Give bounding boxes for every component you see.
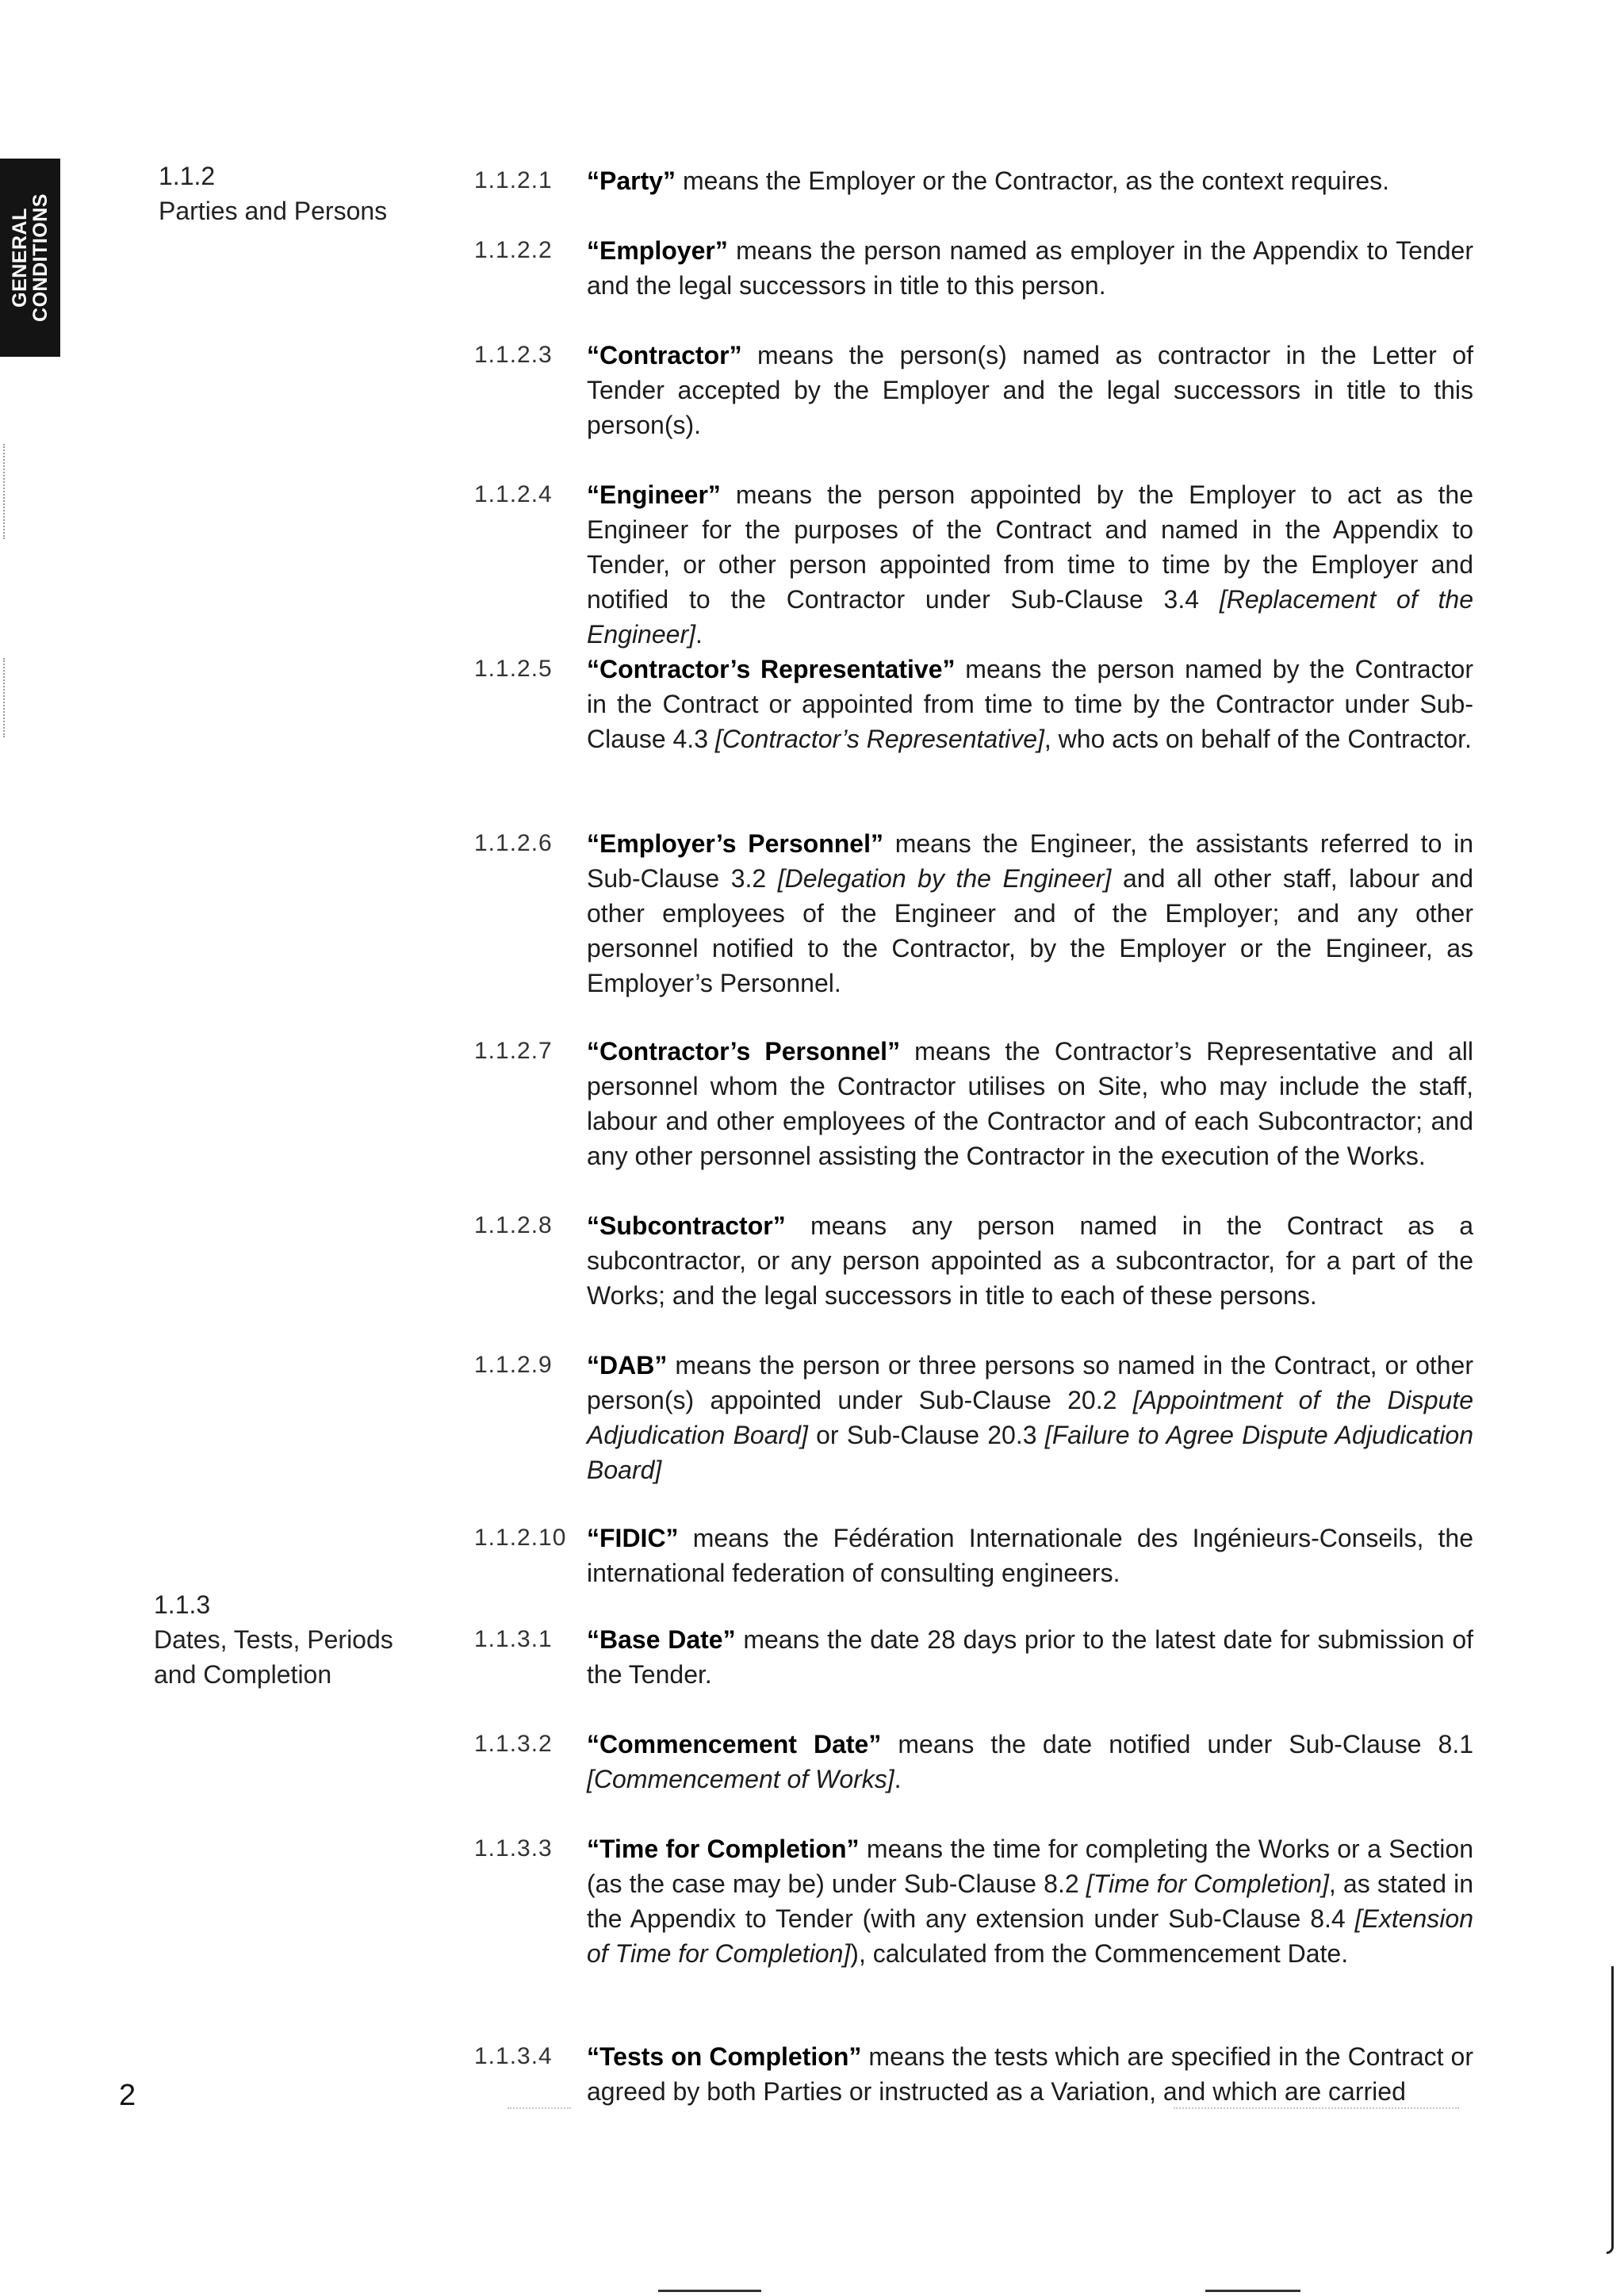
- clause-body-tail: .: [894, 1765, 902, 1793]
- clause-1-1-3-2: [474, 1727, 1473, 1797]
- clause-body-tail: .: [695, 620, 703, 649]
- clause-body: means the person appointed by the Employer to act as the Engineer for the purposes of the Contract and named in the Appendix to Tender, or other person appointed from time to time by the Employer and notified to the Contractor under Sub-Clause 3.4: [587, 480, 1473, 614]
- clause-1-1-2-2: [474, 233, 1473, 303]
- clause-text: [587, 826, 1473, 1001]
- clause-text: [587, 338, 1473, 442]
- clause-1-1-2-1: [474, 163, 1473, 198]
- clause-body-tail: ), calculated from the Commencement Date.: [850, 1939, 1349, 1968]
- clause-1-1-2-7: [474, 1034, 1473, 1173]
- clause-1-1-2-4: [474, 477, 1473, 652]
- clause-text: [587, 1034, 1473, 1173]
- page-edge-line: [1607, 1966, 1614, 2254]
- clause-number: 1.1.3.3: [474, 1835, 553, 1862]
- defined-term: “Contractor’s Representative”: [587, 655, 956, 683]
- clause-1-1-2-9: [474, 1348, 1473, 1487]
- section-number: 1.1.2: [159, 162, 216, 190]
- clause-1-1-3-1: [474, 1622, 1473, 1692]
- clause-1-1-3-4: [474, 2039, 1473, 2109]
- scan-speckle: [508, 2107, 571, 2110]
- defined-term: “Party”: [587, 166, 676, 195]
- section-title-line-2: and Completion: [154, 1660, 332, 1689]
- clause-text: [587, 1521, 1473, 1590]
- clause-number: 1.1.2.7: [474, 1038, 553, 1064]
- defined-term: “Contractor’s Personnel”: [587, 1037, 901, 1066]
- cross-reference: [Time for Completion]: [1086, 1869, 1329, 1898]
- clause-body: means the Fédération Internationale des Ingénieurs-Conseils, the international federation of consulting engineers.: [587, 1524, 1473, 1587]
- defined-term: “Contractor”: [587, 341, 742, 369]
- cross-reference: [Extension of Time for Completion]: [587, 1904, 1473, 1968]
- clause-number: 1.1.2.9: [474, 1352, 553, 1378]
- clause-text: [587, 1727, 1473, 1797]
- clause-text: [587, 477, 1473, 652]
- clause-number: 1.1.3.4: [474, 2043, 553, 2069]
- clause-number: 1.1.2.8: [474, 1212, 553, 1238]
- clause-1-1-3-3: [474, 1831, 1473, 1971]
- side-tab-label: [10, 193, 51, 322]
- clause-body: means the Employer or the Contractor, as the context requires.: [676, 166, 1390, 195]
- page-number: 2: [119, 2079, 136, 2112]
- scan-speckle: [1174, 2107, 1459, 2110]
- clause-1-1-2-5: [474, 652, 1473, 756]
- cross-reference: [Appointment of the Dispute Adjudication Board]: [587, 1386, 1474, 1449]
- clause-body: means the Contractor’s Representative and all personnel whom the Contractor utilises on Site, who may include the staff, labour and other employees of the Contractor and of each Subcontractor; and any other personnel assisting the Contractor in the execution of the Works.: [587, 1037, 1474, 1170]
- side-tab-line-1: GENERAL: [9, 208, 31, 308]
- clause-body: means the person named as employer in the Appendix to Tender and the legal successors in title to this person.: [587, 236, 1473, 300]
- side-tab-line-2: CONDITIONS: [29, 193, 52, 322]
- defined-term: “Employer’s Personnel”: [587, 829, 883, 858]
- section-label-1-1-2: [159, 159, 428, 228]
- defined-term: “Time for Completion”: [587, 1835, 860, 1863]
- cross-reference: [Commencement of Works]: [587, 1765, 894, 1793]
- clause-body: means the person(s) named as contractor in the Letter of Tender accepted by the Employer and the legal successors in title to this person(s).: [587, 341, 1473, 439]
- clause-body: means the date 28 days prior to the latest date for submission of the Tender.: [587, 1625, 1474, 1689]
- clause-text: [587, 2039, 1473, 2109]
- clause-body: means any person named in the Contract as a subcontractor, or any person appointed as a subcontractor, for a part of the Works; and the legal successors in title to each of these persons.: [587, 1211, 1473, 1310]
- margin-scan-marks: [3, 658, 17, 737]
- bottom-rule: [1205, 2290, 1300, 2292]
- defined-term: “Engineer”: [587, 480, 721, 509]
- defined-term: “Tests on Completion”: [587, 2042, 862, 2071]
- clause-number: 1.1.2.3: [474, 342, 553, 368]
- clause-number: 1.1.2.5: [474, 656, 553, 682]
- clause-number: 1.1.2.6: [474, 830, 553, 856]
- clause-body: means the person named by the Contractor in the Contract or appointed from time to time by the Contractor under Sub-Clause 4.3: [587, 655, 1474, 753]
- clause-number: 1.1.2.4: [474, 481, 553, 507]
- section-number: 1.1.3: [154, 1590, 211, 1619]
- clause-body: means the tests which are specified in the Contract or agreed by both Parties or instructed as a Variation, and which are carried: [587, 2042, 1474, 2106]
- clause-body: means the time for completing the Works or a Section (as the case may be) under Sub-Clause 8.2: [587, 1835, 1474, 1898]
- clause-1-1-2-10: [474, 1521, 1473, 1590]
- clause-number: 1.1.3.1: [474, 1626, 553, 1652]
- cross-reference: [Delegation by the Engineer]: [777, 864, 1112, 893]
- clause-body-tail: , as stated in the Appendix to Tender (with any extension under Sub-Clause 8.4: [587, 1869, 1474, 1933]
- section-label-1-1-3: [154, 1587, 423, 1692]
- clause-text: [587, 1348, 1473, 1487]
- margin-scan-marks: [3, 444, 17, 539]
- clause-text: [587, 652, 1473, 756]
- defined-term: “Base Date”: [587, 1625, 736, 1654]
- defined-term: “FIDIC”: [587, 1524, 679, 1552]
- cross-reference: [Failure to Agree Dispute Adjudication Board]: [587, 1421, 1474, 1484]
- clause-number: 1.1.2.2: [474, 237, 553, 263]
- section-title-line-1: Dates, Tests, Periods: [154, 1625, 393, 1654]
- clause-text: [587, 1208, 1473, 1313]
- clause-body-tail: and all other staff, labour and other employees of the Engineer and of the Employer; and any other personnel notified to the Contractor, by the Employer or the Engineer, as Employer’s Personnel.: [587, 864, 1474, 997]
- clause-body: means the person or three persons so named in the Contract, or other person(s) appointed under Sub-Clause 20.2: [587, 1351, 1473, 1414]
- defined-term: “Subcontractor”: [587, 1211, 786, 1240]
- defined-term: “Commencement Date”: [587, 1730, 882, 1758]
- clause-text: [587, 1831, 1473, 1971]
- cross-reference: [Contractor’s Representative]: [714, 725, 1044, 753]
- clause-body-tail: , who acts on behalf of the Contractor.: [1044, 725, 1472, 753]
- cross-reference: [Replacement of the Engineer]: [587, 585, 1474, 649]
- bottom-rule: [658, 2290, 761, 2292]
- clause-body: means the Engineer, the assistants referred to in Sub-Clause 3.2: [587, 829, 1473, 893]
- clause-1-1-2-3: [474, 338, 1473, 442]
- clause-number: 1.1.2.1: [474, 167, 553, 193]
- clause-text: [587, 233, 1473, 303]
- clause-number: 1.1.3.2: [474, 1731, 553, 1757]
- clause-1-1-2-6: [474, 826, 1473, 1001]
- clause-number: 1.1.2.10: [474, 1525, 567, 1551]
- clause-body: means the date notified under Sub-Clause 8.1: [881, 1730, 1474, 1758]
- clause-text: [587, 1622, 1473, 1692]
- defined-term: “Employer”: [587, 236, 728, 265]
- defined-term: “DAB”: [587, 1351, 668, 1380]
- general-conditions-tab: [0, 159, 60, 357]
- clause-1-1-2-8: [474, 1208, 1473, 1313]
- section-title: Parties and Persons: [159, 197, 388, 225]
- clause-text: [587, 163, 1473, 198]
- clause-body-tail: or Sub-Clause 20.3: [807, 1421, 1045, 1449]
